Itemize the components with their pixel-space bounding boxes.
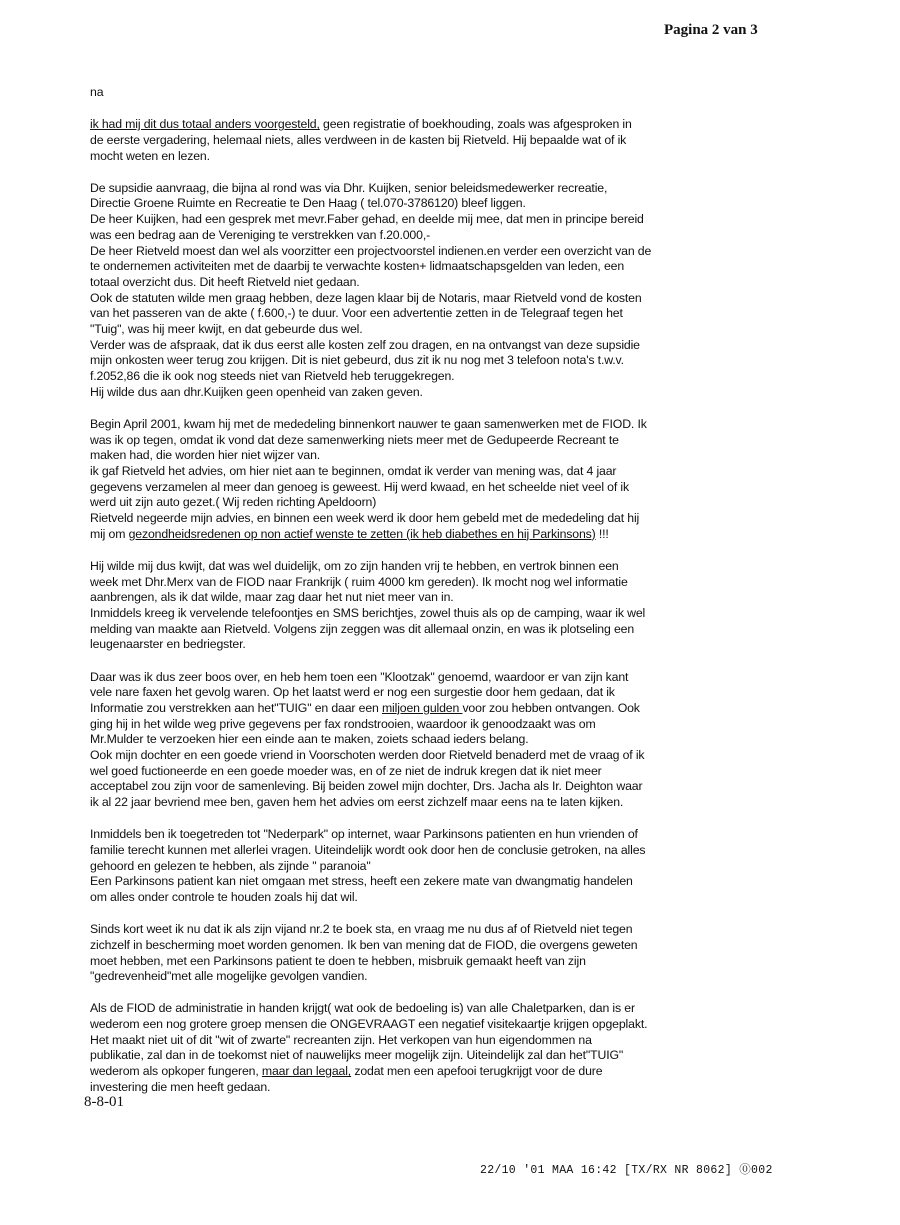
text-line (90, 827, 651, 843)
text-line (90, 527, 651, 543)
text-line (90, 606, 651, 622)
text-segment: na (90, 85, 104, 99)
text-segment: Directie Groene Ruimte en Recreatie te Den Haag ( tel.070-3786120) bleef liggen. (90, 196, 526, 211)
text-line (90, 369, 651, 385)
text-segment: Inmiddels kreeg ik vervelende telefoontjes en SMS berichtjes, zowel thuis als op de camping, waar ik wel (90, 605, 646, 620)
text-segment: voor zou hebben ontvangen. Ook (462, 700, 640, 715)
text-segment: Hij wilde dus aan dhr.Kuijken geen openheid van zaken geven. (90, 384, 423, 399)
text-line (90, 637, 651, 653)
text-line (90, 275, 651, 291)
text-segment: mocht weten en lezen. (90, 148, 210, 163)
text-segment: moet hebben, met een Parkinsons patient te doen te hebben, misbruik gemaakt heeft van zijn (90, 953, 586, 968)
text-line (90, 575, 651, 591)
underlined-text: maar dan legaal, (261, 1064, 352, 1079)
text-segment: De heer Rietveld moest dan wel als voorzitter een projectvoorstel indienen.en verder een overzicht van de (90, 243, 652, 258)
letter-body (90, 85, 651, 1096)
underlined-text: miljoen gulden (381, 700, 463, 715)
text-segment: Mr.Mulder te verzoeken hier een einde aan te maken, zoiets schaad ieders belang. (90, 732, 529, 747)
text-line (90, 259, 651, 275)
text-segment: familie terecht kunnen met allerlei vragen. Uiteindelijk wordt ook door hen de conclusie getroken, na alles (90, 842, 646, 857)
text-segment: werd uit zijn auto gezet.( Wij reden richting Apeldoorn) (90, 495, 377, 510)
text-line (90, 448, 651, 464)
text-line (90, 1048, 651, 1064)
paragraph (90, 117, 651, 164)
text-line (90, 480, 651, 496)
text-line (90, 764, 651, 780)
text-line (90, 511, 651, 527)
text-segment: Begin April 2001, kwam hij met de mededeling binnenkort nauwer te gaan samenwerken met de FIOD. Ik (90, 416, 647, 431)
text-line (90, 1064, 651, 1080)
text-segment: wederom een nog grotere groep mensen die ONGEVRAAGT een negatief visitekaartje krijgen opgeplakt. (90, 1017, 648, 1032)
text-segment: gehoord en gelezen te hebben, als zijnde " paranoia" (90, 858, 371, 873)
text-line (90, 338, 651, 354)
text-segment: totaal overzicht dus. Dit heeft Rietveld niet gedaan. (90, 274, 360, 289)
text-segment: zichzelf in bescherming moet worden genomen. Ik ben van mening dat de FIOD, die overgens geweten (90, 937, 638, 952)
text-line (90, 464, 651, 480)
text-line (90, 495, 651, 511)
text-segment: melding van maakte aan Rietveld. Volgens zijn zeggen was dit allemaal onzin, en was ik plotseling een (90, 621, 635, 636)
text-line (90, 306, 651, 322)
text-line (90, 843, 651, 859)
text-segment: f.2052,86 die ik ook nog steeds niet van Rietveld heb teruggekregen. (90, 369, 455, 383)
text-line (90, 1017, 651, 1033)
paragraph (90, 922, 651, 985)
text-segment: Als de FIOD de administratie in handen krijgt( wat ook de bedoeling is) van alle Chaletparken, dan is er (90, 1001, 635, 1016)
text-segment: wel goed fuctioneerde en een goede moeder was, en of ze niet de indruk kregen dat ik niet meer (90, 763, 602, 778)
text-line (90, 732, 651, 748)
text-segment: om alles onder controle te houden zoals hij dat wil. (90, 889, 358, 904)
text-line (90, 1080, 651, 1096)
text-line (90, 1033, 651, 1049)
text-segment: Inmiddels ben ik toegetreden tot "Nederpark" op internet, waar Parkinsons patienten en hun vrienden of (90, 827, 638, 842)
text-segment: Ook de statuten wilde men graag hebben, deze lagen klaar bij de Notaris, maar Rietveld vond de kosten (90, 290, 642, 305)
text-segment: investering die men heeft gedaan. (90, 1079, 271, 1094)
text-segment: mij om (90, 526, 129, 541)
text-line (90, 938, 651, 954)
text-line (90, 670, 651, 686)
text-line (90, 149, 651, 165)
text-line (90, 433, 651, 449)
paragraph (90, 1001, 651, 1095)
paragraph (90, 85, 651, 101)
letter-date: 8-8-01 (84, 1094, 124, 1110)
text-line (90, 85, 651, 101)
paragraph (90, 559, 651, 653)
text-line (90, 385, 651, 401)
text-segment: mijn onkosten weer terug zou krijgen. Dit is niet gebeurd, dus zit ik nu nog met 3 telefoon nota's t.w.v. (90, 353, 624, 368)
text-line (90, 244, 651, 260)
fax-transmission-line: 22/10 '01 MAA 16:42 [TX/RX NR 8062] ⓪002 (480, 1164, 773, 1177)
text-segment: te ondernemen activiteiten met de daarbij te verwachte kosten+ lidmaatschapsgelden van leden, een (90, 259, 625, 274)
text-line (90, 922, 651, 938)
text-segment: vele nare faxen het gevolg waren. Op het laatst werd er nog een surgestie door hem gedaan, dat ik (90, 685, 615, 700)
text-line (90, 748, 651, 764)
text-segment: was een bedrag aan de Vereniging te verstrekken van f.20.000,- (90, 227, 431, 242)
text-line (90, 859, 651, 875)
text-segment: maken had, die worden hier niet wijzer van. (90, 448, 321, 463)
paragraph (90, 827, 651, 905)
text-line (90, 228, 651, 244)
text-segment: ging hij in het wilde weg prive gegevens per fax rondstrooien, waardoor ik genoodzaakt was om (90, 716, 596, 731)
page-number-header: Pagina 2 van 3 (664, 22, 758, 38)
text-line (90, 622, 651, 638)
underlined-text: ik had mij dit dus totaal anders voorgesteld, (90, 117, 320, 132)
text-line (90, 196, 651, 212)
text-segment: Rietveld negeerde mijn advies, en binnen een week werd ik door hem gebeld met de mededeling dat hij (90, 511, 640, 525)
text-segment: Daar was ik dus zeer boos over, en heb hem toen een "Klootzak" genoemd, waardoor er van zijn kant (90, 669, 629, 684)
text-line (90, 795, 651, 811)
text-line (90, 890, 651, 906)
text-line (90, 322, 651, 338)
text-segment: de eerste vergadering, helemaal niets, alles verdween in de kasten bij Rietveld. Hij bepaalde wat of ik (90, 132, 627, 147)
text-line (90, 874, 651, 890)
text-line (90, 353, 651, 369)
text-line (90, 181, 651, 197)
text-line (90, 117, 651, 133)
text-line (90, 133, 651, 149)
text-segment: Sinds kort weet ik nu dat ik als zijn vijand nr.2 te boek sta, en vraag me nu dus af of Rietveld niet tegen (90, 922, 633, 937)
paragraph (90, 670, 651, 811)
underlined-text: gezondheidsredenen op non actief wenste te zetten (ik heb diabethes en hij Parkinsons) (128, 526, 596, 541)
text-line (90, 969, 651, 985)
text-line (90, 212, 651, 228)
text-segment: was ik op tegen, omdat ik vond dat deze samenwerking niets meer met de Gedupeerde Recreant te (90, 432, 619, 447)
text-segment: Een Parkinsons patient kan niet omgaan met stress, heeft een zekere mate van dwangmatig handelen (90, 874, 633, 889)
text-line (90, 291, 651, 307)
paragraph (90, 417, 651, 543)
text-segment: ik al 22 jaar bevriend mee ben, gaven hem het advies om eerst zichzelf maar eens na te laten kijken. (90, 795, 624, 809)
text-segment: De supsidie aanvraag, die bijna al rond was via Dhr. Kuijken, senior beleidsmedewerker recreatie, (90, 180, 608, 195)
text-segment: De heer Kuijken, had een gesprek met mevr.Faber gehad, en deelde mij mee, dat men in principe bereid (90, 212, 644, 227)
paragraph (90, 181, 651, 401)
text-segment: leugenaarster en bedriegster. (90, 637, 246, 652)
text-segment: Verder was de afspraak, dat ik dus eerst alle kosten zelf zou dragen, en na ontvangst van deze supsidie (90, 337, 640, 352)
text-segment: aanbrengen, als ik dat wilde, maar zag daar het nut niet meer van in. (90, 590, 454, 605)
text-segment: gegevens verzamelen al meer dan genoeg is geweest. Hij werd kwaad, en het scheelde niet veel of ik (90, 479, 629, 494)
text-line (90, 1001, 651, 1017)
text-segment: week met Dhr.Merx van de FIOD naar Frankrijk ( ruim 4000 km gereden). Ik mocht nog wel informatie (90, 574, 628, 589)
text-line (90, 559, 651, 575)
text-line (90, 685, 651, 701)
text-segment: geen registratie of boekhouding, zoals was afgesproken in (319, 117, 632, 132)
text-line (90, 717, 651, 733)
text-segment: publikatie, zal dan in de toekomst niet of nauwelijks meer mogelijk zijn. Uiteindelijk zal dan het"TUIG" (90, 1048, 624, 1063)
text-segment: !!! (595, 526, 609, 541)
text-segment: Het maakt niet uit of dit "wit of zwarte" recreanten zijn. Het verkopen van hun eigendommen na (90, 1032, 592, 1047)
text-segment: Informatie zou verstrekken aan het"TUIG" en daar een (90, 700, 382, 715)
text-segment: Hij wilde mij dus kwijt, dat was wel duidelijk, om zo zijn handen vrij te hebben, en vertrok binnen een (90, 558, 619, 573)
text-segment: acceptabel zou zijn voor de samenleving. Bij beiden zowel mijn dochter, Drs. Jacha als Ir. Deighton waar (90, 779, 643, 794)
text-segment: zodat men een apefooi terugkrijgt voor de dure (351, 1064, 603, 1079)
text-segment: ik gaf Rietveld het advies, om hier niet aan te beginnen, omdat ik verder van mening was, dat 4 jaar (90, 463, 617, 478)
text-line (90, 954, 651, 970)
text-line (90, 417, 651, 433)
text-segment: "Tuig", was hij meer kwijt, en dat gebeurde dus wel. (90, 321, 363, 336)
text-segment: "gedrevenheid"met alle mogelijke gevolgen vandien. (90, 969, 368, 984)
text-segment: Ook mijn dochter en een goede vriend in Voorschoten werden door Rietveld benaderd met de vraag of ik (90, 747, 645, 762)
text-segment: van het passeren van de akte ( f.600,-) te duur. Voor een advertentie zetten in de Telegraaf tegen het (90, 306, 623, 321)
text-line (90, 701, 651, 717)
text-segment: wederom als opkoper fungeren, (90, 1064, 262, 1079)
text-line (90, 590, 651, 606)
text-line (90, 779, 651, 795)
